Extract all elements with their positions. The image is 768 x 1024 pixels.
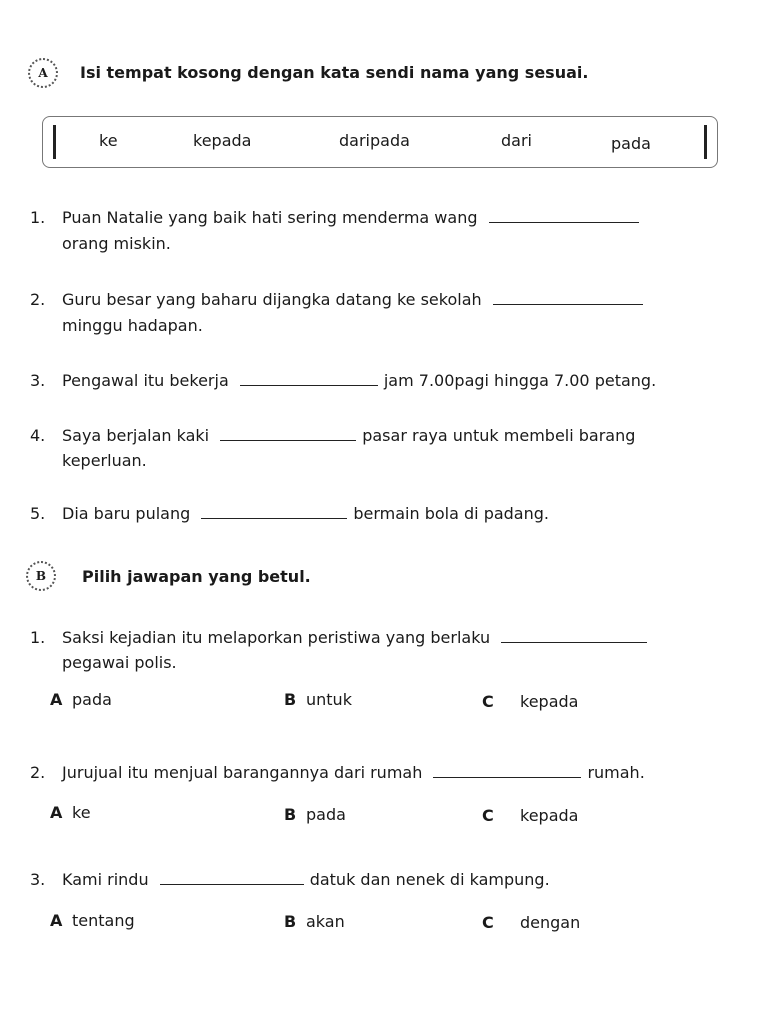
question-text: Dia baru pulang [62, 504, 191, 523]
question-a1-continuation: orang miskin. [62, 234, 171, 253]
option-text: pada [306, 805, 346, 824]
section-b-instruction: Pilih jawapan yang betul. [82, 567, 311, 586]
answer-blank[interactable] [501, 630, 647, 643]
question-number: 3. [30, 371, 46, 390]
option-b[interactable] [284, 690, 352, 709]
section-a-badge [28, 58, 58, 88]
option-c[interactable] [482, 692, 578, 711]
question-number: 3. [30, 870, 46, 889]
question-a3 [30, 371, 656, 390]
question-text: Kami rindu [62, 870, 149, 889]
question-a4 [30, 426, 635, 445]
answer-blank[interactable] [160, 872, 304, 885]
question-number: 1. [30, 628, 46, 647]
option-text: akan [306, 912, 345, 931]
question-a5 [30, 504, 549, 523]
question-a2 [30, 290, 643, 309]
option-text: tentang [72, 911, 135, 930]
option-letter: C [482, 913, 494, 932]
option-b[interactable] [284, 805, 346, 824]
option-letter: C [482, 692, 494, 711]
word-bank-item: kepada [193, 131, 252, 150]
option-letter: B [284, 690, 297, 709]
question-number: 1. [30, 208, 46, 227]
option-c[interactable] [482, 806, 578, 825]
option-letter: A [50, 911, 63, 930]
question-text: Saya berjalan kaki [62, 426, 210, 445]
option-a[interactable] [50, 911, 135, 930]
option-text: ke [72, 803, 91, 822]
section-a-instruction: Isi tempat kosong dengan kata sendi nama yang sesuai. [80, 63, 589, 82]
answer-blank[interactable] [220, 428, 356, 441]
option-text: pada [72, 690, 112, 709]
word-bank-item: ke [99, 131, 118, 150]
option-b[interactable] [284, 912, 345, 931]
question-b3 [30, 870, 550, 889]
question-text-after: datuk dan nenek di kampung. [309, 870, 550, 889]
question-number: 2. [30, 763, 46, 782]
question-b2 [30, 763, 645, 782]
question-text-after: jam 7.00pagi hingga 7.00 petang. [383, 371, 657, 390]
option-letter: A [50, 803, 63, 822]
question-a4-continuation: keperluan. [62, 451, 147, 470]
section-b-badge-letter: B [35, 569, 47, 583]
option-letter: C [482, 806, 494, 825]
answer-blank[interactable] [489, 210, 639, 223]
section-b-badge [26, 561, 56, 591]
question-a1 [30, 208, 639, 227]
question-number: 5. [30, 504, 46, 523]
option-text: kepada [520, 806, 579, 825]
option-text: dengan [520, 913, 581, 932]
option-letter: A [50, 690, 63, 709]
word-bank-item: dari [501, 131, 532, 150]
word-bank-box [42, 116, 718, 168]
question-text-after: pasar raya untuk membeli barang [362, 426, 636, 445]
answer-blank[interactable] [240, 373, 378, 386]
question-b1-continuation: pegawai polis. [62, 653, 177, 672]
question-text: Pengawal itu bekerja [62, 371, 229, 390]
question-text-after: rumah. [587, 763, 645, 782]
section-a-badge-letter: A [38, 66, 48, 80]
question-text-after: bermain bola di padang. [353, 504, 549, 523]
word-bank-left-bar [53, 125, 56, 159]
option-a[interactable] [50, 690, 112, 709]
option-text: kepada [520, 692, 579, 711]
question-number: 4. [30, 426, 46, 445]
question-text: Puan Natalie yang baik hati sering menderma wang [62, 208, 478, 227]
question-number: 2. [30, 290, 46, 309]
question-a2-continuation: minggu hadapan. [62, 316, 203, 335]
question-text: Guru besar yang baharu dijangka datang ke sekolah [62, 290, 482, 309]
option-a[interactable] [50, 803, 91, 822]
answer-blank[interactable] [493, 292, 643, 305]
word-bank-item: daripada [339, 131, 410, 150]
option-letter: B [284, 805, 297, 824]
word-bank-item: pada [611, 134, 651, 153]
question-text: Saksi kejadian itu melaporkan peristiwa yang berlaku [62, 628, 491, 647]
word-bank-right-bar [704, 125, 707, 159]
option-c[interactable] [482, 913, 580, 932]
answer-blank[interactable] [201, 506, 347, 519]
question-b1 [30, 628, 647, 647]
question-text: Jurujual itu menjual barangannya dari rumah [62, 763, 423, 782]
option-text: untuk [306, 690, 352, 709]
answer-blank[interactable] [433, 765, 581, 778]
option-letter: B [284, 912, 297, 931]
